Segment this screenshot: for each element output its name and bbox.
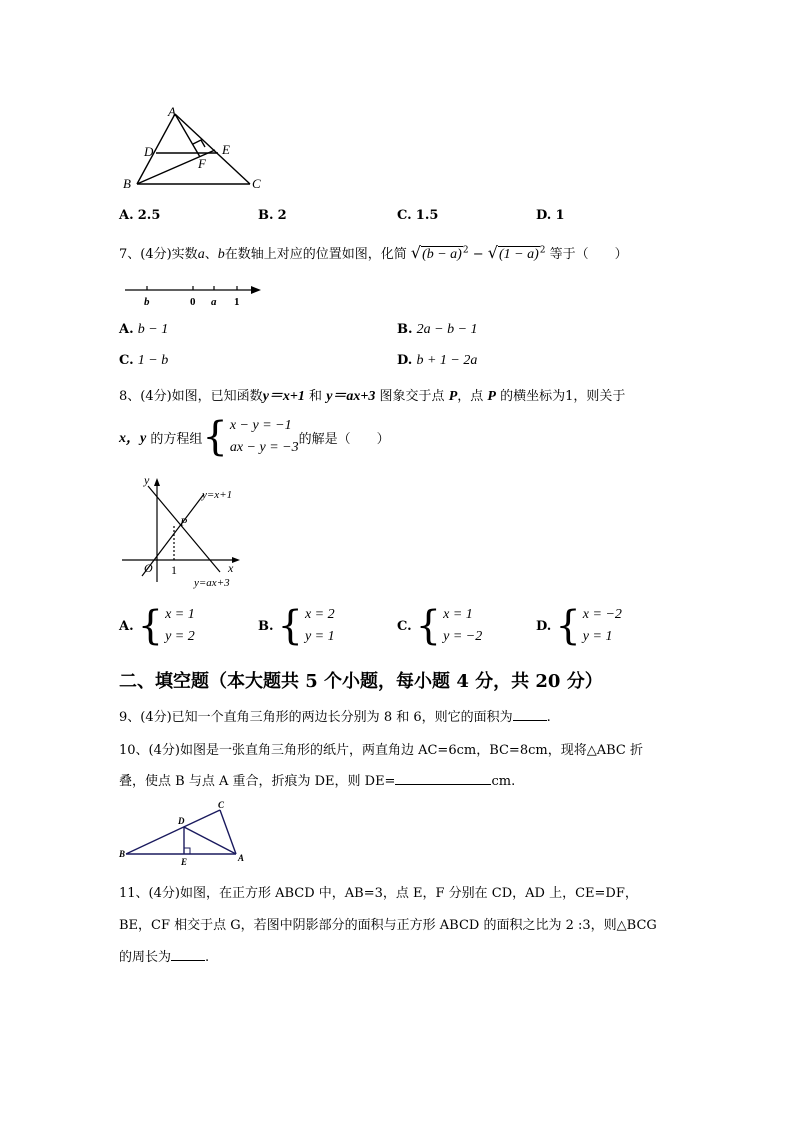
q11-stem-line3: 的周长为 . (119, 950, 210, 965)
q11-stem-line2: BE，CF 相交于点 G，若图中阴影部分的面积与正方形 ABCD 的面积之比为 2 :3，则△BCG (119, 918, 657, 933)
q10-label-c: C (218, 800, 225, 810)
q8-eq2: ax − y = −3 (229, 440, 299, 455)
q7-stem: 7、(4分)实数a、b在数轴上对应的位置如图，化简 $√(b - a)^2 - √(1 - a)^2$ 等于（ ） (119, 243, 628, 262)
q10-triangle-figure (116, 800, 256, 868)
q7-option-a[interactable]: A. b − 1 (119, 322, 169, 337)
q7-nl-0: 0 (190, 296, 196, 308)
q10-answer-blank[interactable] (395, 772, 491, 785)
q8-label-y: y (144, 473, 150, 487)
q7-option-b[interactable]: B. 2a − b − 1 (397, 322, 478, 337)
q6-option-a[interactable]: A. 2.5 (119, 208, 161, 223)
q6-option-c[interactable]: C. 1.5 (397, 208, 439, 223)
q8-option-d[interactable]: D. { x = −2 y = 1 (536, 603, 622, 649)
q8-label-x: x (228, 561, 234, 575)
q6-option-b[interactable]: B. 2 (258, 208, 287, 223)
q6-label-d: D (144, 144, 154, 159)
q10-label-d: D (178, 816, 185, 826)
q7-nl-b: b (144, 296, 150, 308)
q8-label-line2: y=ax+3 (194, 577, 230, 589)
section-2-title: 二、填空题（本大题共 5 个小题，每小题 4 分，共 20 分） (119, 671, 603, 692)
q8-option-c-brace: { (415, 603, 442, 649)
q11-answer-blank[interactable] (171, 948, 205, 961)
q10-label-e: E (181, 857, 188, 867)
q10-label-b: B (119, 849, 126, 859)
q6-option-d[interactable]: D. 1 (536, 208, 565, 223)
q10-stem-line1: 10、(4分)如图是一张直角三角形的纸片，两直角边 AC=6cm，BC=8cm，现将△ABC 折 (119, 743, 643, 758)
q8-option-c[interactable]: C. { x = 1 y = −2 (397, 603, 483, 649)
q8-system-brace: { (202, 414, 228, 460)
q7-option-c[interactable]: C. 1 − b (119, 353, 169, 368)
q7-nl-a: a (211, 296, 217, 308)
q8-label-1: 1 (171, 563, 177, 577)
q6-label-b: B (123, 176, 131, 190)
q8-option-b-brace: { (277, 603, 303, 649)
q9-answer-blank[interactable] (513, 708, 547, 721)
q8-stem-line1: 8、(4分)如图，已知函数y＝x+1 和 y＝ax+3 图象交于点 P，点 P 的横坐标为1，则关于 (119, 389, 626, 404)
q8-option-d-brace: { (555, 603, 581, 649)
q7-number-line (119, 280, 269, 310)
q8-option-b[interactable]: B. { x = 2 y = 1 (258, 603, 335, 649)
q6-label-f: F (198, 156, 206, 171)
q6-label-c: C (252, 176, 261, 190)
q8-label-line1: y=x+1 (202, 489, 233, 501)
q9-stem: 9、(4分)已知一个直角三角形的两边长分别为 8 和 6，则它的面积为 . (119, 710, 551, 725)
q7-sqrt-2: $√(1 - a)^2$ (487, 243, 546, 262)
q6-triangle-figure (118, 104, 268, 190)
q6-label-e: E (222, 142, 230, 157)
q8-option-a-brace: { (137, 603, 164, 649)
q8-label-o: O (144, 561, 153, 575)
q6-label-a: A (168, 104, 176, 119)
q8-option-a[interactable]: A. { x = 1 y = 2 (119, 603, 195, 649)
q8-graph (118, 472, 248, 590)
q8-stem-line2: x，y 的方程组 { x − y = −1 ax − y = −3 的解是（ ） (119, 414, 390, 460)
q7-option-d[interactable]: D. b + 1 − 2a (397, 353, 478, 368)
q7-sqrt-1: $√(b - a)^2$ (410, 243, 469, 262)
q8-label-p: P (180, 515, 188, 529)
q10-label-a: A (238, 853, 245, 863)
q8-eq1: x − y = −1 (229, 418, 292, 433)
q7-nl-1: 1 (234, 296, 240, 308)
q10-stem-line2: 叠，使点 B 与点 A 重合，折痕为 DE，则 DE= cm. (119, 774, 516, 789)
q11-stem-line1: 11、(4分)如图，在正方形 ABCD 中，AB=3，点 E，F 分别在 CD，AD 上，CE=DF， (119, 886, 638, 901)
